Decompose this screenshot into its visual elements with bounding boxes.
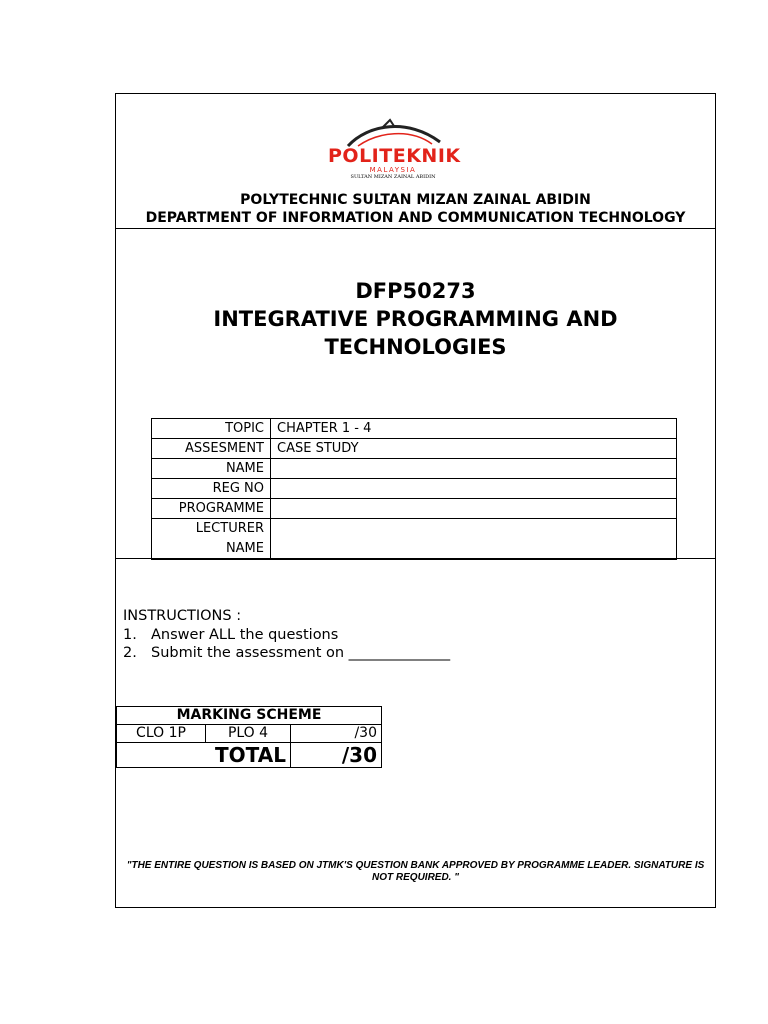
table-row (152, 519, 677, 560)
instruction-text: Submit the assessment on ______________ (151, 645, 451, 661)
assessment-value[interactable]: CASE STUDY (271, 439, 677, 459)
logo-subtitle: MALAYSIA (369, 166, 417, 174)
name-field[interactable] (271, 459, 677, 479)
footer-note-line1: "THE ENTIRE QUESTION IS BASED ON JTMK'S QUESTION BANK APPROVED BY PROGRAMME LEADER. SIGNATURE IS (126, 860, 705, 871)
course-title-line2: TECHNOLOGIES (324, 335, 507, 359)
topic-value[interactable]: CHAPTER 1 - 4 (271, 419, 677, 439)
topic-label: TOPIC (152, 419, 271, 439)
reg-no-label: REG NO (152, 479, 271, 499)
footer-note (116, 860, 715, 884)
total-value[interactable]: /30 (291, 743, 382, 768)
lecturer-label-line1: LECTURER (195, 521, 264, 536)
total-label: TOTAL (117, 743, 291, 768)
cover-page-frame (115, 93, 716, 908)
programme-field[interactable] (271, 499, 677, 519)
instruction-item (123, 626, 450, 645)
politeknik-logo (328, 116, 461, 180)
logo-subtitle-campus: SULTAN MIZAN ZAINAL ABIDIN (350, 174, 436, 180)
institution-name: POLYTECHNIC SULTAN MIZAN ZAINAL ABIDIN (240, 192, 591, 208)
marks-cell[interactable]: /30 (291, 725, 382, 743)
header-divider (116, 228, 715, 229)
logo-wordmark: POLITEKNIK (328, 145, 461, 167)
name-label: NAME (152, 459, 271, 479)
table-row (152, 439, 677, 459)
lecturer-label-line2: NAME (225, 541, 264, 556)
lecturer-name-field[interactable] (271, 519, 677, 560)
student-info-table (151, 418, 677, 560)
reg-no-field[interactable] (271, 479, 677, 499)
table-row (117, 725, 382, 743)
table-row (152, 459, 677, 479)
table-row (152, 419, 677, 439)
instruction-number: 1. (123, 626, 137, 643)
instruction-number: 2. (123, 645, 137, 661)
info-divider (116, 558, 715, 559)
instructions-heading: INSTRUCTIONS : (123, 608, 242, 624)
instruction-item (123, 644, 450, 663)
lecturer-name-label (152, 519, 271, 560)
department-name: DEPARTMENT OF INFORMATION AND COMMUNICATION TECHNOLOGY (145, 210, 686, 226)
instructions-block (123, 607, 450, 663)
marking-scheme-table (116, 706, 382, 768)
footer-note-line2: NOT REQUIRED. " (372, 872, 459, 883)
instruction-text: Answer ALL the questions (151, 626, 339, 643)
table-row (152, 479, 677, 499)
table-row (152, 499, 677, 519)
course-title-line1: INTEGRATIVE PROGRAMMING AND (213, 307, 618, 331)
course-title-block (116, 277, 715, 361)
plo-cell: PLO 4 (206, 725, 291, 743)
logo-swoosh-icon (328, 116, 458, 148)
assessment-label: ASSESMENT (152, 439, 271, 459)
marking-scheme-heading: MARKING SCHEME (117, 707, 382, 725)
course-code: DFP50273 (355, 279, 476, 303)
clo-cell: CLO 1P (117, 725, 206, 743)
table-row (117, 743, 382, 768)
table-row (117, 707, 382, 725)
programme-label: PROGRAMME (152, 499, 271, 519)
